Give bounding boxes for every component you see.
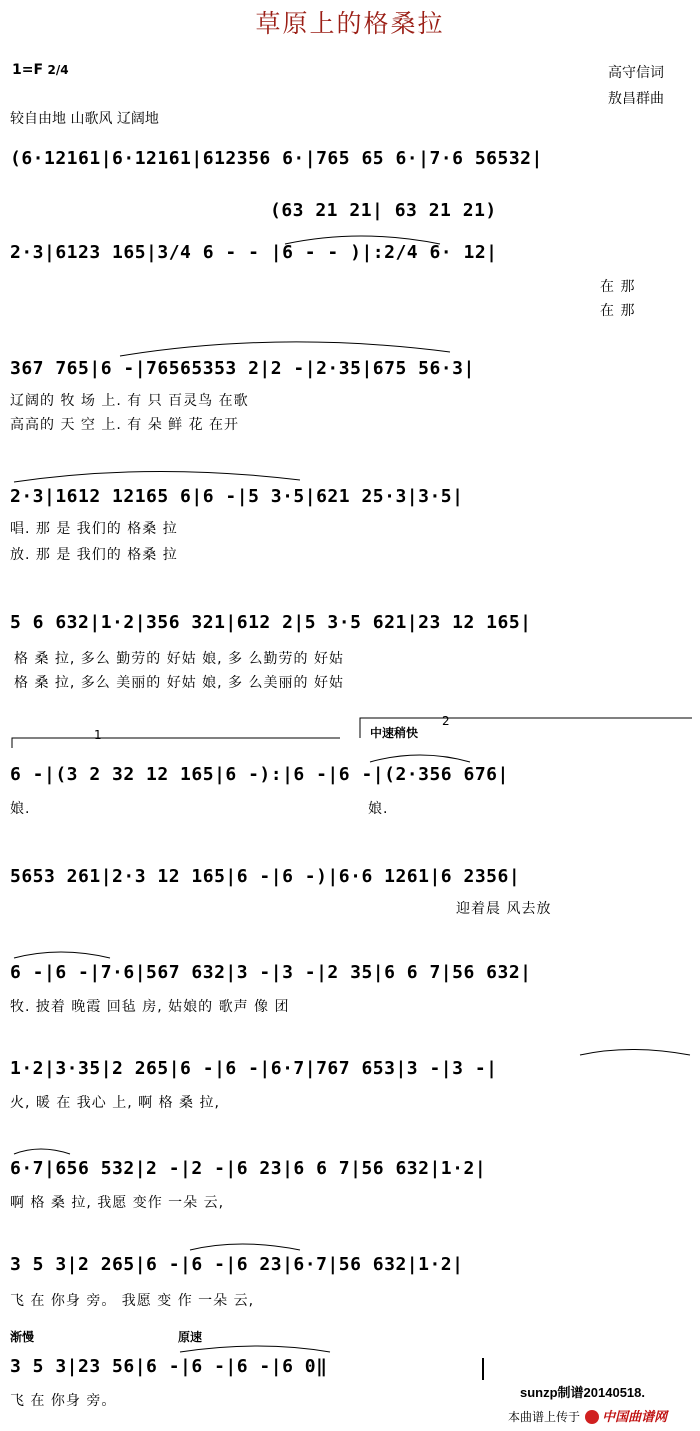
notation-row-8: 6 -|6 -|7·6|567 632|3 -|3 -|2 35|6 6 7|56 632| [10,962,532,983]
notation-row-11: 3 5 3|2 265|6 -|6 -|6 23|6·7|56 632|1·2| [10,1254,464,1275]
volta-1-label: 1 [94,728,102,742]
notation-row-1: (6·12161|6·12161|612356 6·|765 65 6·|7·6 56532| [10,148,543,169]
slur-row-9 [580,1050,690,1056]
interlude-notes: (63 21 21| 63 21 21) [270,200,497,221]
slur-row-4 [14,471,300,482]
site-logo-text: 中国曲谱网 [602,1409,668,1424]
lyric-row-4-verse-2: 放. 那 是 我们的 格桑 拉 [10,547,178,563]
notation-row-2: 2·3|6123 165|3/4 6 - - |6 - - )|:2/4 6· 12| [10,242,498,263]
volta-2-bracket [360,718,692,738]
slur-row-6 [370,755,470,762]
transcriber-credit: sunzp制谱20140518. [520,1385,646,1400]
lyric-row-5-verse-2: 格 桑 拉, 多么 美丽的 好姑 娘, 多 么美丽的 好姑 [14,675,344,691]
lyric-row-2-verse-1: 在 那 [600,279,636,295]
tempo-slowing: 渐慢 [10,1330,35,1344]
notation-row-9: 1·2|3·35|2 265|6 -|6 -|6·7|767 653|3 -|3 -| [10,1058,498,1079]
slur-row-3 [120,342,450,356]
notation-row-6: 6 -|(3 2 32 12 165|6 -):|6 -|6 -|(2·356 676| [10,764,509,785]
lyric-row-11: 飞 在 你身 旁。 我愿 变 作 一朵 云, [10,1293,255,1309]
volta-2-label: 2 [442,714,450,728]
lyric-row-6-a: 娘. [10,801,31,817]
lyric-row-12: 飞 在 你身 旁。 [10,1393,117,1409]
score-title: 草原上的格桑拉 [255,9,445,38]
time-signature: 2/4 [47,63,69,77]
notation-row-4: 2·3|1612 12165 6|6 -|5 3·5|621 25·3|3·5| [10,486,464,507]
notation-row-3: 367 765|6 -|76565353 2|2 -|2·35|675 56·3| [10,358,475,379]
composer-credit: 敖昌群曲 [608,91,664,107]
tempo-resume: 原速 [178,1330,203,1344]
key-label: 1=F [12,62,44,78]
lyric-row-3-verse-2: 高高的 天 空 上. 有 朵 鲜 花 在开 [10,417,240,433]
notation-row-5: 5 6 632|1·2|356 321|612 2|5 3·5 621|23 12 165| [10,612,532,633]
slur-row-8 [14,952,110,958]
lyric-row-8: 牧. 披着 晚霞 回毡 房, 姑娘的 歌声 像 团 [10,999,290,1015]
lyric-row-2-verse-2: 在 那 [600,303,636,319]
tempo-change: 中速稍快 [370,726,419,740]
slur-row-10 [14,1149,70,1154]
lyric-row-7: 迎着晨 风去放 [456,901,552,917]
lyric-row-9: 火, 暖 在 我心 上, 啊 格 桑 拉, [10,1095,220,1111]
tempo-marking: 较自由地 山歌风 辽阔地 [10,111,159,127]
notation-row-7: 5653 261|2·3 12 165|6 -|6 -)|6·6 1261|6 2356| [10,866,521,887]
lyric-row-10: 啊 格 桑 拉, 我愿 变作 一朵 云, [10,1195,225,1211]
notation-row-12: 3 5 3|23 56|6 -|6 -|6 -|6 0‖ [10,1356,328,1377]
lyric-row-5-verse-1: 格 桑 拉, 多么 勤劳的 好姑 娘, 多 么勤劳的 好姑 [14,651,344,667]
lyricist-credit: 高守信词 [608,65,664,81]
notation-row-10: 6·7|656 532|2 -|2 -|6 23|6 6 7|56 632|1·2| [10,1158,487,1179]
slur-row-12 [180,1346,330,1352]
volta-1-bracket [12,738,340,748]
lyric-row-6-b: 娘. [368,801,389,817]
lyric-row-3-verse-1: 辽阔的 牧 场 上. 有 只 百灵鸟 在歌 [10,393,249,409]
slur-row-11 [190,1244,300,1250]
slur-row-2 [285,236,440,244]
lyric-row-4-verse-1: 唱. 那 是 我们的 格桑 拉 [10,521,178,537]
upload-label: 本曲谱上传于 [508,1410,581,1424]
